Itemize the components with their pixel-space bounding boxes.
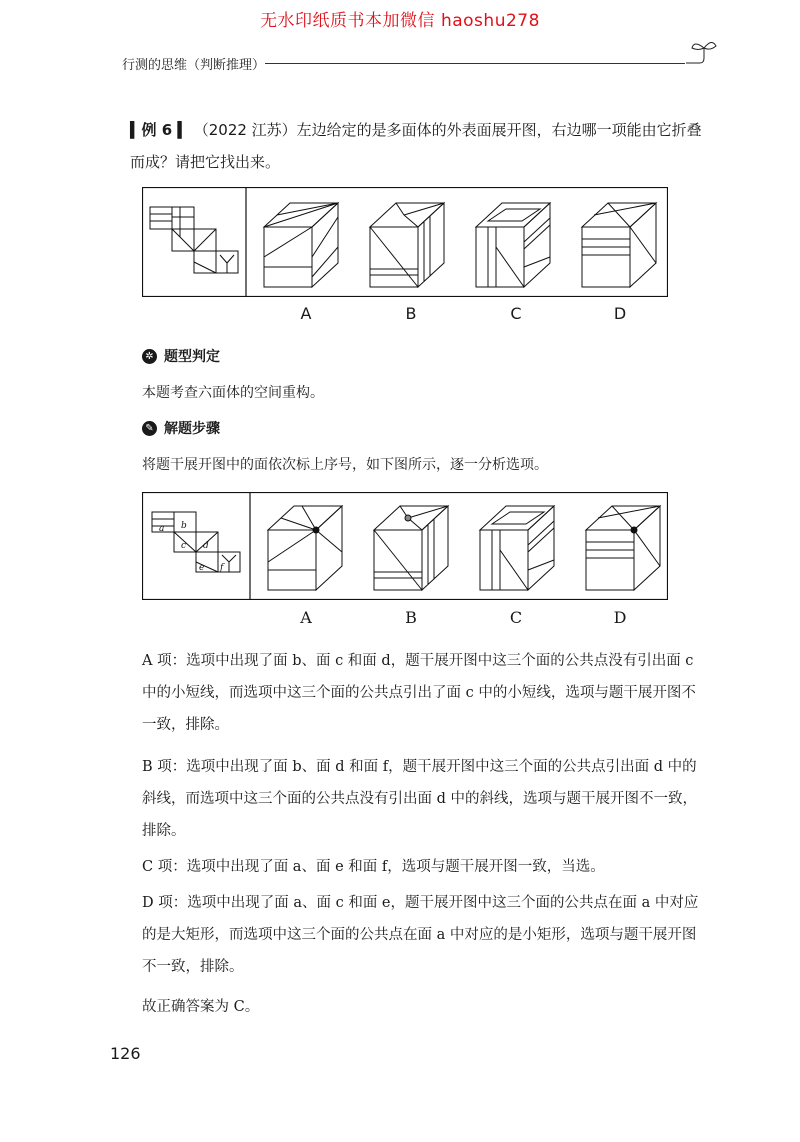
option-labels-bottom bbox=[142, 608, 668, 630]
sprout-icon bbox=[682, 36, 718, 66]
steps-text: 将题干展开图中的面依次标上序号，如下图所示，逐一分析选项。 bbox=[142, 457, 548, 473]
analysis-option-b: B 项：选项中出现了面 b、面 d 和面 f，题干展开图中这三个面的公共点引出面 d 中的斜线，而选项中这三个面的公共点没有引出面 d 中的斜线，选项与题干展开图不一致，排除。 bbox=[142, 759, 697, 839]
solution-label-c: C bbox=[509, 608, 523, 627]
unfolded-net bbox=[150, 207, 238, 273]
face-label-a: a bbox=[159, 524, 165, 534]
steps-heading bbox=[142, 418, 220, 438]
analysis-option-d: D 项：选项中出现了面 a、面 c 和面 e，题干展开图中这三个面的公共点在面 a 中对应的是大矩形，而选项中这三个面的公共点在面 a 中对应的是小矩形，选项与题干展开图不一致，排除。 bbox=[142, 895, 699, 975]
option-labels-top bbox=[142, 304, 668, 326]
face-label-b: b bbox=[181, 521, 187, 531]
example-question-text: （2022 江苏）左边给定的是多面体的外表面展开图，右边哪一项能由它折叠而成？请把它找出来。 bbox=[130, 121, 702, 171]
solution-label-a: A bbox=[300, 608, 312, 627]
solution-cube-b bbox=[374, 506, 448, 590]
option-label-c: C bbox=[510, 304, 522, 323]
cube-option-d bbox=[582, 203, 656, 287]
analysis-option-c: C 项：选项中出现了面 a、面 e 和面 f，选项与题干展开图一致，当选。 bbox=[142, 859, 605, 875]
type-heading-text: 题型判定 bbox=[164, 349, 220, 365]
face-label-f: f bbox=[220, 563, 224, 573]
solution-figure bbox=[142, 492, 668, 600]
solution-label-d: D bbox=[613, 608, 627, 627]
cube-option-a bbox=[264, 203, 338, 287]
cube-option-c bbox=[476, 203, 550, 287]
watermark-text: 无水印纸质书本加微信 haoshu278 bbox=[260, 11, 540, 31]
pen-icon: ✎ bbox=[142, 421, 157, 436]
gear-icon: ✲ bbox=[142, 349, 157, 364]
option-label-d: D bbox=[613, 304, 627, 323]
face-label-c: c bbox=[181, 541, 187, 551]
analysis-option-a: A 项：选项中出现了面 b、面 c 和面 d，题干展开图中这三个面的公共点没有引出面 c 中的小短线，而选项中这三个面的公共点引出了面 c 中的小短线，选项与题干展开图不一致，排除。 bbox=[142, 653, 696, 733]
header-rule bbox=[265, 63, 685, 64]
type-text: 本题考查六面体的空间重构。 bbox=[142, 385, 324, 401]
solution-cube-c bbox=[480, 506, 554, 590]
type-heading bbox=[142, 346, 220, 366]
option-label-b: B bbox=[405, 304, 417, 323]
example-tag: ▍例 6 ▍ bbox=[130, 121, 189, 139]
cube-option-b bbox=[370, 203, 444, 287]
question-figure bbox=[142, 187, 668, 297]
face-label-e: e bbox=[199, 563, 205, 573]
solution-cube-d bbox=[586, 506, 660, 590]
running-header-title: 行测的思维（判断推理） bbox=[122, 58, 266, 73]
face-label-d: d bbox=[203, 541, 209, 551]
conclusion: 故正确答案为 C。 bbox=[142, 999, 260, 1015]
solution-label-b: B bbox=[405, 608, 417, 627]
steps-heading-text: 解题步骤 bbox=[164, 421, 220, 437]
page-number: 126 bbox=[110, 1044, 141, 1063]
solution-cube-a bbox=[268, 506, 342, 590]
example-question bbox=[130, 114, 710, 178]
option-label-a: A bbox=[300, 304, 312, 323]
labeled-net bbox=[152, 512, 240, 572]
